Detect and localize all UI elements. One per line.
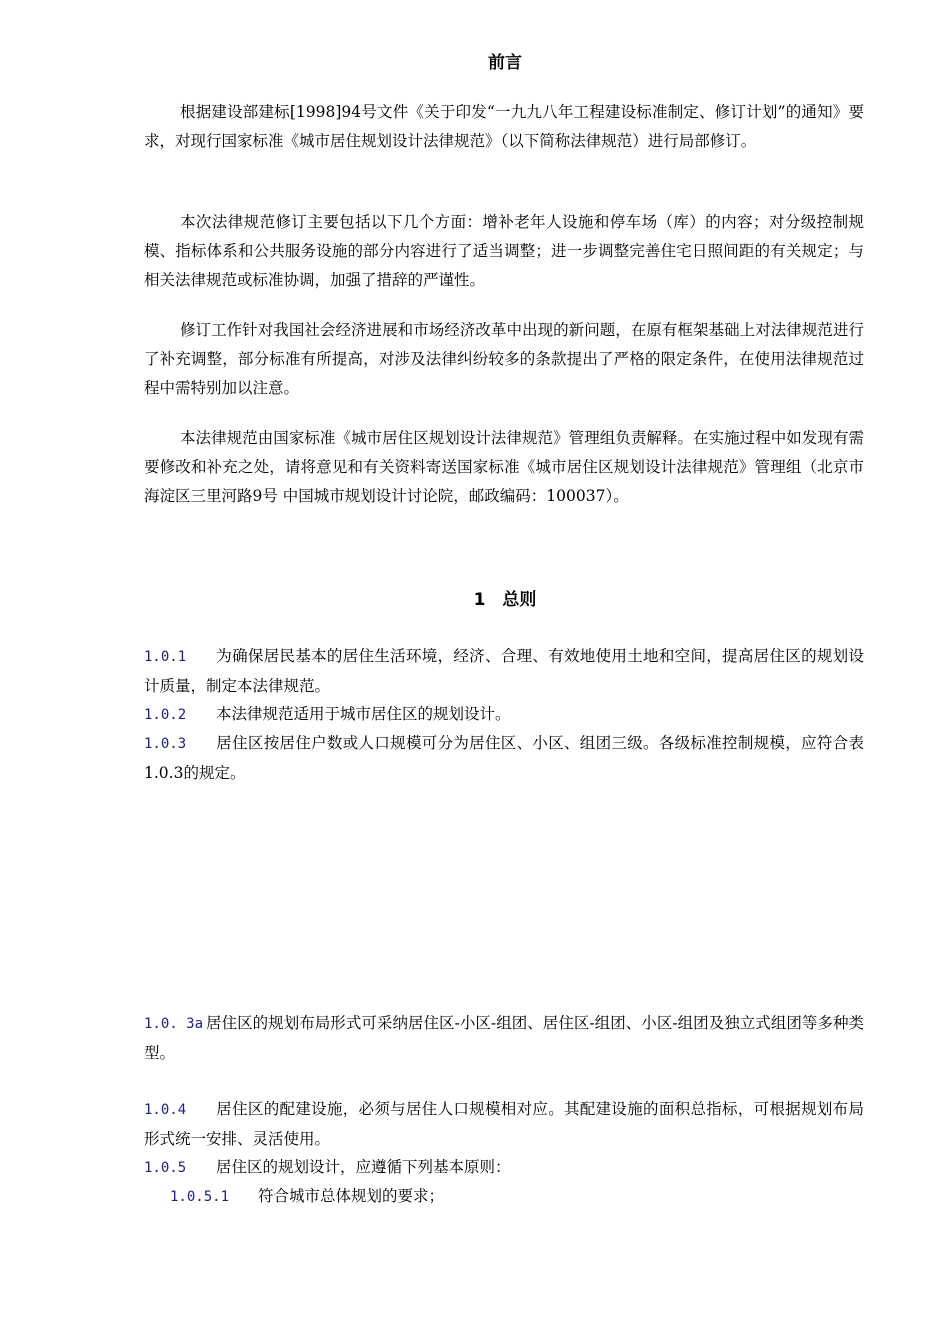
clause-text: 居住区的配建设施，必须与居住人口规模相对应。其配建设施的面积总指标，可根据规划布局形式统一安排、灵活使用。 <box>144 1100 864 1148</box>
clause-text: 居住区的规划设计，应遵循下列基本原则： <box>216 1158 511 1176</box>
clause-text: 居住区的规划布局形式可采纳居住区-小区-组团、居住区-组团、小区-组团及独立式组团等多种类型。 <box>144 1014 864 1062</box>
clause-1-0-3a <box>144 1009 864 1068</box>
clause-number: 1.0.2 <box>144 707 187 723</box>
clause-text: 本法律规范适用于城市居住区的规划设计。 <box>216 705 511 723</box>
clause-number: 1.0.5 <box>144 1160 187 1176</box>
chapter-title: 1 总则 <box>473 590 537 610</box>
clause-1-0-5 <box>144 1153 864 1183</box>
preface-paragraph-1: 根据建设部建标[1998]94号文件《关于印发“一九九八年工程建设标准制定、修订计划”的通知》要求，对现行国家标准《城市居住规划设计法律规范》（以下简称法律规范）进行局部修订。 <box>144 103 864 150</box>
preface-paragraph-3: 修订工作针对我国社会经济进展和市场经济改革中出现的新问题，在原有框架基础上对法律规范进行了补充调整，部分标准有所提高，对涉及法律纠纷较多的条款提出了严格的限定条件，在使用法律规范过程中需特别加以注意。 <box>144 321 864 397</box>
clause-1-0-2 <box>144 700 864 730</box>
clause-number: 1.0.3 <box>144 736 187 752</box>
subclause-1-0-5-1 <box>170 1182 864 1212</box>
preface-paragraph-2: 本次法律规范修订主要包括以下几个方面：增补老年人设施和停车场（库）的内容；对分级控制规模、指标体系和公共服务设施的部分内容进行了适当调整；进一步调整完善住宅日照间距的有关规定；与相关法律规范或标准协调，加强了措辞的严谨性。 <box>144 213 864 289</box>
clause-1-0-3 <box>144 729 864 788</box>
clause-1-0-1 <box>144 642 864 701</box>
subclause-number: 1.0.5.1 <box>170 1189 230 1205</box>
preface-title: 前言 <box>488 53 522 73</box>
preface-paragraph-4: 本法律规范由国家标准《城市居住区规划设计法律规范》管理组负责解释。在实施过程中如发现有需要修改和补充之处，请将意见和有关资料寄送国家标准《城市居住区规划设计法律规范》管理组（北京市海淀区三里河路9号 中国城市规划设计讨论院，邮政编码：100037）。 <box>144 429 864 505</box>
subclause-text: 符合城市总体规划的要求； <box>258 1187 445 1205</box>
clause-number: 1.0.1 <box>144 649 187 665</box>
clause-text: 为确保居民基本的居住生活环境，经济、合理、有效地使用土地和空间，提高居住区的规划设计质量，制定本法律规范。 <box>144 647 864 695</box>
clause-1-0-4 <box>144 1095 864 1154</box>
clause-number: 1.0.4 <box>144 1102 187 1118</box>
clause-number: 1.0. 3a <box>144 1016 204 1032</box>
clause-text: 居住区按居住户数或人口规模可分为居住区、小区、组团三级。各级标准控制规模，应符合表1.0.3的规定。 <box>144 734 864 782</box>
